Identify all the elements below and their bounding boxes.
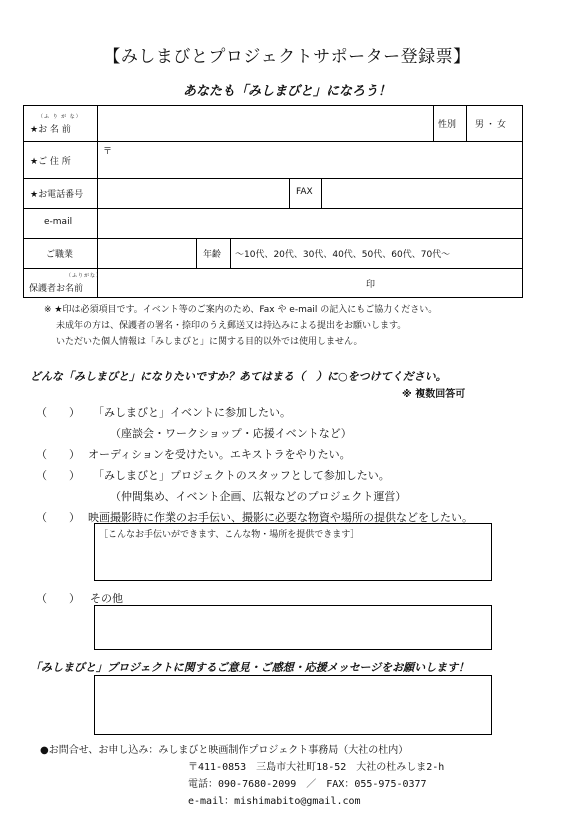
message-box[interactable]	[94, 675, 492, 735]
gender-options[interactable]: 男・女	[475, 120, 509, 130]
age-options[interactable]: ～10代、20代、30代、40代、50代、60代、70代～	[235, 250, 451, 260]
option-staff-detail: （仲間集め、イベント企画、広報などのプロジェクト運営）	[110, 490, 407, 503]
phone-field[interactable]	[100, 180, 286, 206]
question-heading: どんな「みしまびと」になりたいですか？あてはまる（ ）に○をつけてください。	[30, 370, 447, 383]
option-checkbox[interactable]: （ ）	[36, 469, 80, 482]
note-minors: 未成年の方は、保護者の署名・捺印のうえ郵送又は持込みによる提出をお願いします。	[56, 321, 407, 331]
seal-label: 印	[366, 280, 376, 290]
age-label: 年齢	[203, 250, 222, 260]
option-label: 映画撮影時に作業のお手伝い、撮影に必要な物資や場所の提供などをしたい。	[88, 511, 473, 524]
name-label: ★お 名 前	[30, 125, 71, 135]
email-field[interactable]	[100, 210, 520, 236]
name-ruby: （ふ り が な）	[38, 114, 82, 120]
address-label: ★ご 住 所	[30, 157, 71, 167]
option-checkbox[interactable]: （ ）	[36, 448, 80, 461]
option-other[interactable]	[0, 590, 574, 606]
contact-phone-fax: 電話：090-7680-2099 ／ FAX：055-975-0377	[188, 779, 427, 790]
multiple-answer-note: ※ 複数回答可	[402, 389, 466, 400]
option-event[interactable]	[0, 404, 574, 420]
option-event-detail: （座談会・ワークショップ・応援イベントなど）	[110, 427, 352, 440]
option-checkbox[interactable]: （ ）	[36, 592, 80, 605]
postal-mark: 〒	[103, 147, 113, 157]
note-privacy: いただいた個人情報は「みしまびと」に関する目的以外では使用しません。	[56, 337, 363, 347]
message-question: 「みしまびと」プロジェクトに関するご意見・ご感想・応援メッセージをお願いします！	[30, 661, 470, 674]
phone-label: ★お電話番号	[30, 190, 84, 200]
guardian-label: 保護者お名前	[29, 284, 84, 294]
option-staff[interactable]	[0, 467, 574, 483]
registration-table	[23, 105, 523, 298]
form-subtitle: あなたも「みしまびと」になろう！	[182, 84, 391, 99]
option-label: オーディションを受けたい。エキストラをやりたい。	[88, 448, 351, 461]
option-audition[interactable]	[0, 446, 574, 462]
email-label: e-mail	[44, 217, 73, 227]
fax-label: FAX	[296, 187, 313, 197]
guardian-ruby: （ふりがな）	[66, 273, 103, 279]
option-label: その他	[90, 592, 123, 605]
guardian-field[interactable]	[100, 270, 520, 296]
address-field[interactable]	[100, 143, 520, 176]
support-box-hint: ［こんなお手伝いができます、こんな物・場所を提供できます］	[99, 530, 360, 540]
contact-heading: ●お問合せ、お申し込み：みしまびと映画制作プロジェクト事務局（大社の杜内）	[40, 745, 409, 756]
gender-label: 性別	[438, 120, 457, 130]
option-checkbox[interactable]: （ ）	[36, 406, 80, 419]
form-title: 【みしまびとプロジェクトサポーター登録票】	[103, 47, 471, 67]
option-label: 「みしまびと」プロジェクトのスタッフとして参加したい。	[93, 469, 390, 482]
contact-address: 〒411-0853 三島市大社町18-52 大社の杜みしま2-h	[188, 762, 445, 773]
occupation-field[interactable]	[100, 240, 193, 266]
occupation-label: ご職業	[46, 250, 74, 260]
name-field[interactable]	[100, 108, 430, 139]
other-details-box[interactable]	[94, 605, 492, 650]
note-required: ※ ★印は必須項目です。イベント等のご案内のため、Fax や e-mail の記入にもご協力ください。	[44, 305, 438, 315]
support-details-box[interactable]	[94, 523, 492, 581]
option-checkbox[interactable]: （ ）	[36, 511, 80, 524]
fax-field[interactable]	[324, 180, 519, 206]
form-notes	[44, 302, 437, 350]
option-label: 「みしまびと」イベントに参加したい。	[93, 406, 291, 419]
contact-email: e-mail：mishimabito@gmail.com	[188, 796, 361, 807]
